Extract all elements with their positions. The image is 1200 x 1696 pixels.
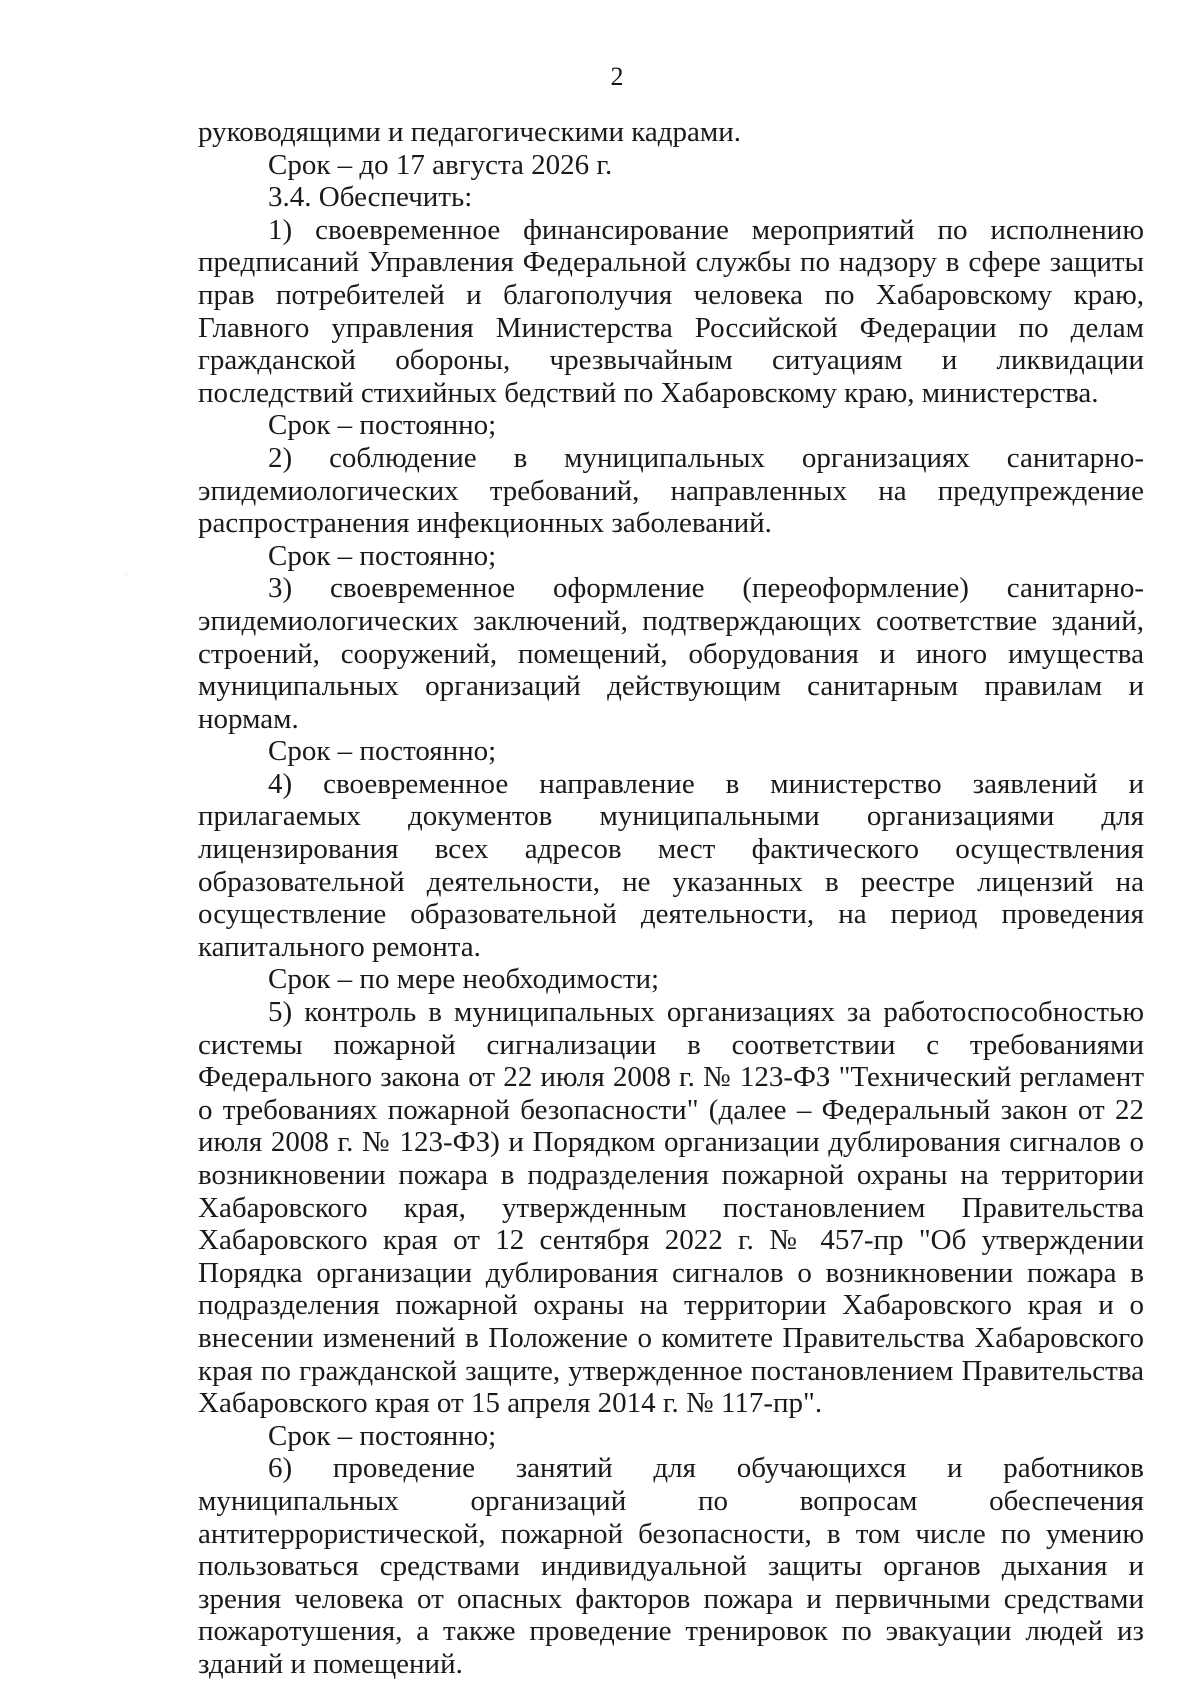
paragraph: руководящими и педагогическими кадрами. xyxy=(198,116,741,148)
deadline-line: Срок – постоянно; xyxy=(268,409,497,442)
page-number: 2 xyxy=(610,62,624,91)
deadline-line: Срок – постоянно; xyxy=(268,1419,497,1452)
list-item-4: 4) своевременное направление в министерство заявлений и прилагаемых документов муниципальными организациями для лицензирования всех адресов мест фактического осуществления образовательной деятельности, не указанных в реестре лицензий на осуществление образовательной деятельности, на период проведения капитального ремонта. xyxy=(198,767,1144,963)
deadline-line: Срок – постоянно; xyxy=(268,539,497,572)
list-item-6: 6) проведение занятий для обучающихся и работников муниципальных организаций по вопросам обеспечения антитеррористической, пожарной безопасности, в том числе по умению пользоваться средствами индивидуальной защиты органов дыхания и зрения человека от опасных факторов пожара и первичными средствами пожаротушения, а также проведение тренировок по эвакуации людей из зданий и помещений. xyxy=(198,1452,1144,1680)
deadline-line: Срок – до 17 августа 2026 г. xyxy=(268,148,613,181)
section-heading: 3.4. Обеспечить: xyxy=(268,181,473,214)
deadline-line: Срок – по мере необходимости; xyxy=(268,963,660,996)
scan-artifact xyxy=(126,574,127,575)
document-body xyxy=(198,116,1144,1681)
list-item-3: 3) своевременное оформление (переоформление) санитарно-эпидемиологических заключений, подтверждающих соответствие зданий, строений, сооружений, помещений, оборудования и иного имущества муниципальных организаций действующим санитарным правилам и нормам. xyxy=(198,572,1144,735)
deadline-line: Срок – постоянно; xyxy=(268,735,497,768)
list-item-2: 2) соблюдение в муниципальных организациях санитарно-эпидемиологических требований, направленных на предупреждение распространения инфекционных заболеваний. xyxy=(198,441,1144,540)
list-item-5: 5) контроль в муниципальных организациях за работоспособностью системы пожарной сигнализации в соответствии с требованиями Федерального закона от 22 июля 2008 г. № 123-ФЗ "Технический регламент о требованиях пожарной безопасности" (далее – Федеральный закон от 22 июля 2008 г. № 123-ФЗ) и Порядком организации дублирования сигналов о возникновении пожара в подразделения пожарной охраны на территории Хабаровского края, утвержденным постановлением Правительства Хабаровского края от 12 сентября 2022 г. № 457-пр "Об утверждении Порядка организации дублирования сигналов о возникновении пожара в подразделения пожарной охраны на территории Хабаровского края и о внесении изменений в Положение о комитете Правительства Хабаровского края по гражданской защите, утвержденное постановлением Правительства Хабаровского края от 15 апреля 2014 г. № 117-пр". xyxy=(198,996,1144,1420)
list-item-1: 1) своевременное финансирование мероприятий по исполнению предписаний Управления Федеральной службы по надзору в сфере защиты прав потребителей и благополучия человека по Хабаровскому краю, Главного управления Министерства Российской Федерации по делам гражданской обороны, чрезвычайным ситуациям и ликвидации последствий стихийных бедствий по Хабаровскому краю, министерства. xyxy=(198,213,1144,409)
